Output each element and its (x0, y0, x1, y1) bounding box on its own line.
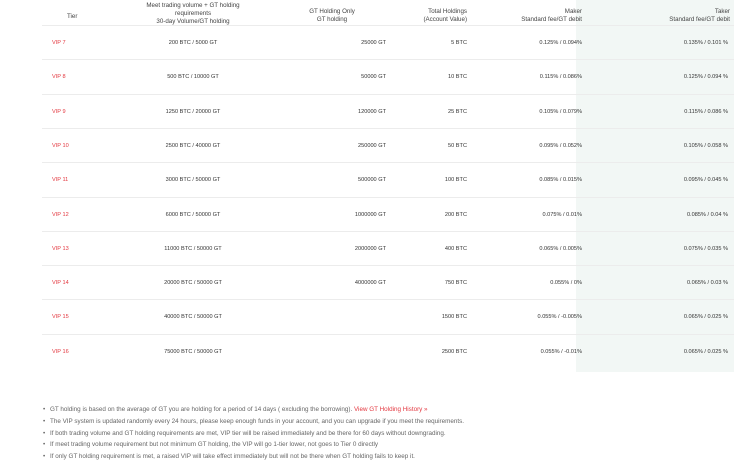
cell-volume: 20000 BTC / 50000 GT (164, 280, 222, 287)
cell-tier: VIP 14 (52, 280, 69, 287)
cell-taker: 0.065% / 0.03 % (686, 280, 728, 287)
cell-volume: 2500 BTC / 40000 GT (165, 142, 221, 149)
table-row (42, 59, 734, 94)
cell-total: 2500 BTC (441, 348, 467, 355)
header-taker-line2: Standard fee/GT debit (669, 16, 730, 23)
table-row (42, 334, 734, 369)
cell-gt-only: 50000 GT (361, 74, 386, 81)
cell-maker: 0.105% / 0.079% (539, 108, 582, 115)
header-gt-only (282, 8, 382, 24)
cell-gt-only: 500000 GT (358, 177, 386, 184)
header-taker-line1: Taker (714, 8, 730, 15)
cell-maker: 0.055% / -0.005% (537, 314, 582, 321)
cell-total: 50 BTC (448, 142, 467, 149)
cell-tier: VIP 9 (52, 108, 66, 115)
cell-gt-only: 120000 GT (358, 108, 386, 115)
cell-taker: 0.095% / 0.045 % (683, 177, 728, 184)
cell-taker: 0.125% / 0.094 % (683, 74, 728, 81)
cell-volume: 500 BTC / 10000 GT (167, 74, 219, 81)
cell-taker: 0.065% / 0.025 % (683, 348, 728, 355)
bullet-icon: • (43, 429, 46, 437)
cell-tier: VIP 8 (52, 74, 66, 81)
cell-volume: 1250 BTC / 20000 GT (165, 108, 221, 115)
note-item (43, 416, 723, 428)
cell-total: 100 BTC (444, 177, 467, 184)
cell-maker: 0.055% / 0% (550, 280, 582, 287)
header-maker-line1: Maker (564, 8, 582, 15)
note-item (43, 451, 723, 463)
cell-volume: 200 BTC / 5000 GT (168, 40, 218, 46)
cell-maker: 0.075% / 0.01% (542, 211, 582, 218)
header-volume (128, 2, 258, 26)
table-row (42, 162, 734, 197)
cell-gt-only: 4000000 GT (354, 280, 386, 287)
cell-maker: 0.055% / -0.01% (540, 348, 582, 355)
bullet-icon: • (43, 453, 46, 461)
cell-taker: 0.115% / 0.086 % (684, 108, 728, 115)
header-gt-only-line1: GT Holding Only (309, 8, 355, 15)
cell-total: 5 BTC (451, 40, 467, 46)
cell-volume: 6000 BTC / 50000 GT (165, 211, 221, 218)
bullet-icon: • (43, 406, 46, 413)
cell-volume: 75000 BTC / 50000 GT (164, 348, 222, 355)
gt-holding-history-link[interactable]: View GT Holding History » (353, 406, 428, 413)
note-item (43, 439, 723, 451)
cell-tier: VIP 13 (52, 245, 69, 252)
header-gt-only-line2: GT holding (316, 16, 348, 23)
table-row (42, 265, 734, 300)
bullet-icon: • (43, 441, 46, 449)
header-taker (622, 8, 730, 24)
header-total-line1: Total Holdings (428, 8, 467, 15)
cell-total: 750 BTC (444, 280, 467, 287)
cell-volume: 40000 BTC / 50000 GT (164, 314, 222, 321)
cell-taker: 0.135% / 0.101 % (683, 40, 728, 46)
note-text: If meet trading volume requirement but not minimum GT holding, the VIP will go 1-tier lower, not goes to Tier 0 directly (50, 441, 379, 449)
cell-maker: 0.125% / 0.094% (539, 40, 582, 46)
cell-taker: 0.105% / 0.058 % (683, 142, 728, 149)
table-row (42, 94, 734, 129)
note-text: If only GT holding requirement is met, a raised VIP will take effect immediately but will not be there when GT holding fails to keep it. (50, 453, 415, 461)
note-text: GT holding is based on the average of GT you are holding for a period of 14 days ( excluding the borrowing). (50, 406, 353, 413)
cell-taker: 0.075% / 0.035 % (683, 245, 728, 252)
header-tier: Tier (67, 13, 78, 20)
header-total-line2: (Account Value) (423, 16, 467, 23)
cell-tier: VIP 12 (52, 211, 69, 218)
header-volume-line1: Meet trading volume + GT holding (146, 2, 240, 9)
cell-gt-only: 2000000 GT (354, 245, 386, 252)
cell-total: 25 BTC (448, 108, 467, 115)
cell-maker: 0.115% / 0.086% (539, 74, 582, 81)
cell-tier: VIP 15 (52, 314, 69, 321)
cell-total: 400 BTC (444, 245, 467, 252)
cell-total: 200 BTC (444, 211, 467, 218)
cell-tier: VIP 16 (52, 348, 69, 355)
note-item (43, 404, 723, 416)
cell-gt-only: 1000000 GT (354, 211, 386, 218)
cell-tier: VIP 10 (52, 142, 69, 149)
cell-maker: 0.095% / 0.052% (539, 142, 582, 149)
header-maker-line2: Standard fee/GT debit (521, 16, 582, 23)
cell-taker: 0.065% / 0.025 % (683, 314, 728, 321)
header-maker (492, 8, 582, 24)
cell-tier: VIP 7 (52, 40, 66, 46)
notes-list (43, 404, 723, 463)
cell-total: 1500 BTC (441, 314, 467, 321)
header-total (392, 8, 467, 24)
note-item (43, 428, 723, 440)
cell-gt-only: 25000 GT (361, 40, 386, 46)
cell-maker: 0.085% / 0.015% (539, 177, 582, 184)
cell-gt-only: 250000 GT (358, 142, 386, 149)
cell-total: 10 BTC (448, 74, 467, 81)
cell-volume: 11000 BTC / 50000 GT (164, 245, 222, 252)
table-row (42, 197, 734, 232)
table-row (42, 128, 734, 163)
note-text: If both trading volume and GT holding requirements are met, VIP tier will be raised immediately and be there for 60 days without downgrading. (50, 429, 446, 437)
cell-volume: 3000 BTC / 50000 GT (165, 177, 221, 184)
table-row (42, 25, 734, 60)
cell-maker: 0.065% / 0.005% (539, 245, 582, 252)
header-volume-line2: requirements (174, 10, 212, 17)
table-row (42, 299, 734, 334)
table-row (42, 231, 734, 266)
note-text: The VIP system is updated randomly every 24 hours, please keep enough funds in your account, and you can upgrade if you meet the requirements. (50, 417, 464, 425)
bullet-icon: • (43, 417, 46, 425)
cell-tier: VIP 11 (52, 177, 69, 184)
header-volume-line3: 30-day Volume/GT holding (156, 18, 230, 25)
cell-taker: 0.085% / 0.04 % (686, 211, 728, 218)
